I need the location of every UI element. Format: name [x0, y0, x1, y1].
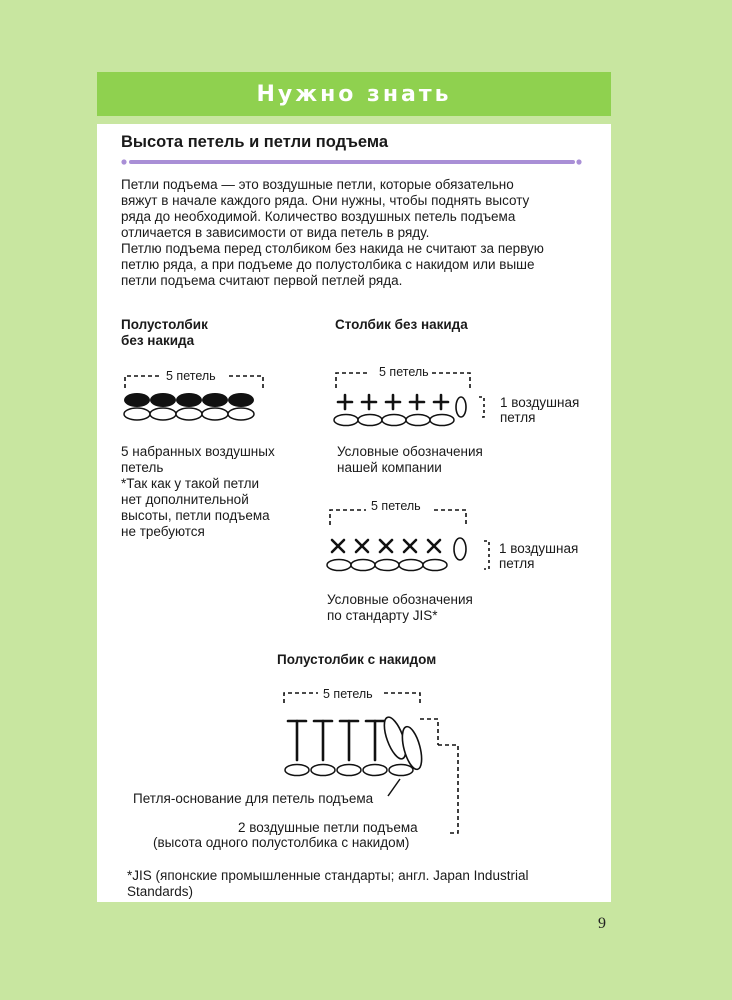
sc-caption: Условные обозначения [337, 444, 483, 459]
footnote: *JIS (японские промышленные стандарты; англ. Japan Industrial [127, 868, 529, 883]
chain-row [124, 408, 254, 420]
hdc-diagram [282, 685, 477, 840]
caption-line: нет дополнительной [121, 492, 249, 507]
intro-line: петлю ряда, а при подъеме до полустолбика с накидом или выше [121, 257, 535, 272]
chain-row [334, 415, 454, 426]
sc-jis-turn-label: петля [499, 556, 535, 571]
turning-chain [454, 538, 466, 560]
sc-title: Столбик без накида [335, 317, 468, 332]
intro-line: Петли подъема — это воздушные петли, которые обязательно [121, 177, 514, 192]
sc-symbols [338, 395, 448, 409]
sc-jis-caption: по стандарту JIS* [327, 608, 438, 623]
header-title: Нужно знать [256, 81, 452, 107]
section-header [97, 72, 611, 116]
footnote: Standards) [127, 884, 194, 899]
sc-turn-label: 1 воздушная [500, 395, 580, 410]
hdc-turn-label: 2 воздушные петли подъема [238, 820, 418, 835]
sc-jis-count-label: 5 петель [371, 499, 421, 513]
sc-jis-turn-label: 1 воздушная [499, 541, 579, 556]
caption-line: 5 набранных воздушных [121, 444, 275, 459]
intro-line: петли подъема считают первой петлей ряда. [121, 273, 403, 288]
sc-jis-caption: Условные обозначения [327, 592, 473, 607]
intro-line: вяжут в начале каждого ряда. Они нужны, чтобы поднять высоту [121, 193, 530, 208]
hdc-base-label: Петля-основание для петель подъема [133, 791, 374, 806]
caption-line: петель [121, 460, 164, 475]
page-number: 9 [598, 915, 606, 932]
content-card [97, 124, 611, 902]
intro-line: ряда до необходимой. Количество воздушных петель подъема [121, 209, 516, 224]
section-title: Высота петель и петли подъема [121, 133, 389, 151]
caption-line: высоты, петли подъема [121, 508, 270, 523]
x-symbols [332, 540, 440, 552]
t-symbols [288, 721, 384, 760]
section-divider [121, 158, 581, 166]
hdc-title: Полустолбик с накидом [277, 652, 437, 667]
caption-line: *Так как у такой петли [121, 476, 259, 491]
sc-turn-label: петля [500, 410, 536, 425]
intro-line: Петлю подъема перед столбиком без накида не считают за первую [121, 241, 544, 256]
caption-line: не требуются [121, 524, 205, 539]
hdc-turn-label: (высота одного полустолбика с накидом) [153, 835, 410, 850]
half-sc-count-label: 5 петель [166, 369, 216, 383]
half-sc-title: без накида [121, 333, 195, 348]
chain-row [285, 765, 413, 776]
sc-count-label: 5 петель [379, 365, 429, 379]
turning-chain [380, 715, 425, 772]
sc-caption: нашей компании [337, 460, 442, 475]
hdc-count-label: 5 петель [323, 687, 373, 701]
half-sc-title: Полустолбик [121, 317, 208, 332]
chain-row [327, 560, 447, 571]
base-pointer [388, 779, 400, 796]
turning-chain [456, 397, 466, 417]
slip-stitch-row [124, 393, 254, 407]
intro-line: отличается в зависимости от вида петель в ряду. [121, 225, 430, 240]
